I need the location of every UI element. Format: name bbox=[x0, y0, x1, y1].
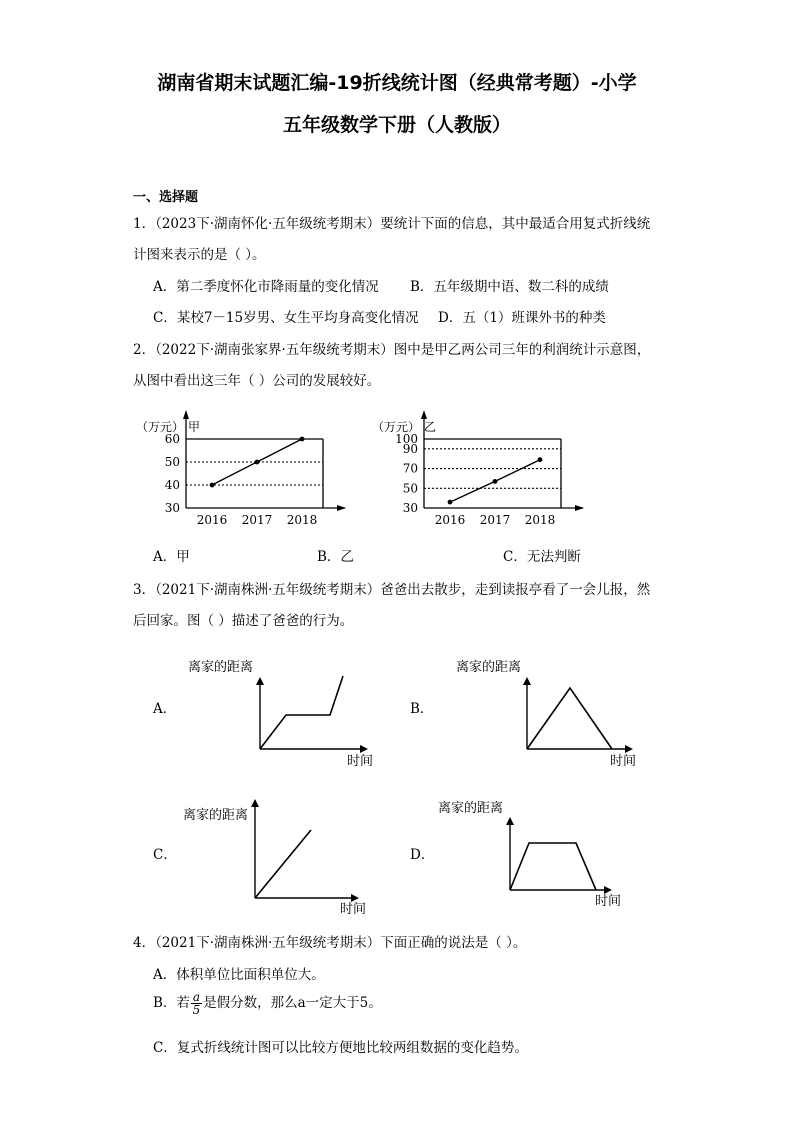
fraction-a-over-5 bbox=[191, 991, 202, 1016]
q4-option-a: A．体积单位比面积单位大。 bbox=[153, 967, 325, 983]
chart-yi-title: 乙 bbox=[424, 420, 437, 434]
q4-option-b bbox=[153, 991, 382, 1016]
q3-graph-b-ylabel: 离家的距离 bbox=[456, 660, 522, 675]
chart-yi-unit-label: （万元） bbox=[372, 420, 421, 434]
chart-jia-y-tick-label: 50 bbox=[164, 455, 180, 469]
chart-yi-y-arrow bbox=[421, 410, 427, 419]
chart-yi-x-tick-label: 2016 bbox=[434, 513, 466, 527]
chart-jia-x-arrow bbox=[337, 505, 346, 511]
chart-jia-x-tick-label: 2016 bbox=[196, 513, 228, 527]
q4-option-b-suffix: 是假分数，那么a一定大于5。 bbox=[203, 995, 382, 1011]
chart-jia-data-point bbox=[210, 483, 215, 488]
document-title-line-1: 湖南省期末试题汇编-19折线统计图（经典常考题）-小学 bbox=[157, 72, 637, 94]
fraction-denominator: 5 bbox=[192, 1003, 201, 1017]
q3-graph-c-ylabel: 离家的距离 bbox=[183, 808, 249, 823]
q3-graph-d-ylabel: 离家的距离 bbox=[438, 801, 504, 816]
q2-option-c: C．无法判断 bbox=[503, 549, 581, 565]
q3-option-b-label: B． bbox=[410, 701, 434, 717]
q1-stem-line-2: 计图来表示的是（ ）。 bbox=[133, 247, 266, 263]
q1-option-a: A．第二季度怀化市降雨量的变化情况 bbox=[153, 279, 379, 295]
chart-yi-x-arrow bbox=[575, 505, 584, 511]
chart-yi-data-point bbox=[448, 500, 453, 505]
q2-stem-line-1: 2．（2022下·湖南张家界·五年级统考期末）图中是甲乙两公司三年的利润统计示意图， bbox=[133, 342, 651, 358]
chart-yi-data-point bbox=[538, 457, 543, 462]
q1-option-c: C．某校7－15岁男、女生平均身高变化情况 bbox=[153, 310, 419, 326]
q3-graph-b-line bbox=[527, 688, 612, 749]
chart-yi-y-tick-label: 70 bbox=[402, 461, 418, 476]
chart-jia-y-tick-label: 30 bbox=[164, 501, 180, 515]
q4-stem: 4．（2021下·湖南株洲·五年级统考期末）下面正确的说法是（ ）。 bbox=[133, 935, 527, 951]
chart-jia-x-tick-label: 2017 bbox=[241, 513, 273, 527]
q3-option-a-label: A． bbox=[153, 701, 177, 717]
fraction-numerator: a bbox=[192, 990, 201, 1004]
chart-jia-data-point bbox=[255, 460, 260, 465]
q3-graph-c-xlabel: 时间 bbox=[340, 902, 367, 917]
q3-graph-c bbox=[180, 795, 380, 920]
q3-graph-a-ylabel: 离家的距离 bbox=[188, 660, 254, 675]
chart-yi-y-tick-label: 50 bbox=[402, 481, 418, 496]
chart-jia-data-point bbox=[300, 437, 305, 442]
q3-stem-line-1: 3．（2021下·湖南株洲·五年级统考期末）爸爸出去散步，走到读报亭看了一会儿报，然 bbox=[133, 582, 651, 598]
q3-graph-b bbox=[448, 652, 648, 772]
chart-jia bbox=[130, 405, 355, 530]
chart-jia-x-tick-label: 2018 bbox=[286, 513, 318, 527]
q2-option-a: A．甲 bbox=[153, 549, 190, 565]
q3-graph-c-line bbox=[255, 830, 311, 898]
q1-stem-line-1: 1．（2023下·湖南怀化·五年级统考期末）要统计下面的信息，其中最适合用复式折线统 bbox=[133, 216, 651, 232]
q4-option-b-prefix: B．若 bbox=[153, 995, 190, 1011]
q4-option-c: C．复式折线统计图可以比较方便地比较两组数据的变化趋势。 bbox=[153, 1040, 528, 1056]
q2-stem-line-2: 从图中看出这三年（ ）公司的发展较好。 bbox=[133, 373, 381, 389]
chart-yi-x-tick-label: 2018 bbox=[524, 513, 556, 527]
q2-option-b: B．乙 bbox=[317, 549, 354, 565]
q1-option-d: D．五（1）班课外书的种类 bbox=[438, 310, 606, 326]
document-title-line-2: 五年级数学下册（人教版） bbox=[282, 114, 511, 136]
chart-jia-y-tick-label: 60 bbox=[164, 432, 180, 446]
chart-yi-y-tick-label: 90 bbox=[402, 441, 418, 456]
chart-yi-y-tick-label: 30 bbox=[402, 501, 418, 515]
q3-option-c-label: C． bbox=[153, 847, 177, 863]
q3-graph-a-line bbox=[260, 676, 343, 749]
chart-jia-y-arrow bbox=[183, 410, 189, 419]
q3-graph-a-xlabel: 时间 bbox=[347, 754, 374, 769]
q3-graph-d-line bbox=[510, 843, 596, 890]
chart-jia-y-tick-label: 40 bbox=[164, 478, 180, 492]
q3-stem-line-2: 后回家。图（ ）描述了爸爸的行为。 bbox=[133, 613, 354, 629]
chart-jia-title: 甲 bbox=[188, 420, 201, 434]
q3-graph-b-xlabel: 时间 bbox=[610, 754, 637, 769]
chart-yi-y-tick-label: 100 bbox=[395, 432, 418, 446]
section-heading: 一、选择题 bbox=[133, 190, 199, 205]
q3-graph-d-xlabel: 时间 bbox=[595, 894, 622, 909]
chart-yi bbox=[368, 405, 593, 530]
q3-graph-a bbox=[180, 652, 380, 772]
q3-graph-d bbox=[436, 795, 636, 920]
q1-option-b: B．五年级期中语、数二科的成绩 bbox=[410, 279, 609, 295]
chart-yi-data-point bbox=[493, 479, 498, 484]
chart-jia-unit-label: （万元） bbox=[136, 420, 185, 434]
chart-yi-x-tick-label: 2017 bbox=[479, 513, 511, 527]
q3-option-d-label: D． bbox=[410, 847, 435, 863]
